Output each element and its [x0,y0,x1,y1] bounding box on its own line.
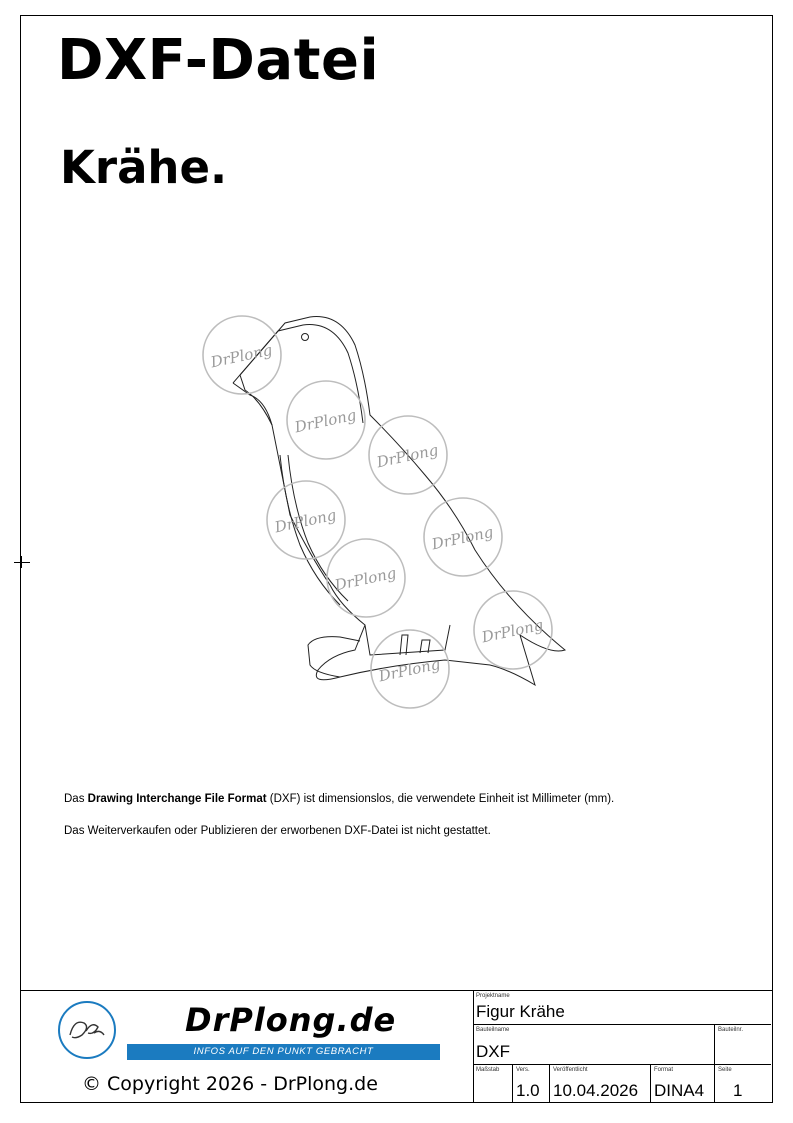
page-label: Seite [718,1067,732,1073]
footer [20,990,773,1103]
published-label: Veröffentlicht [553,1067,588,1073]
format-value: DINA4 [654,1081,705,1100]
part-name-label: Bauteilname [476,1027,510,1033]
page-value: 1 [733,1081,743,1100]
title-block-row-project [473,991,771,1025]
watermark-text: DrPlong [480,615,545,647]
title-block [473,991,773,1103]
note-format-bold: Drawing Interchange File Format [87,793,267,805]
project-label: Projektname [476,993,510,999]
watermark-text: DrPlong [293,405,358,437]
watermark-text: DrPlong [375,440,440,472]
document-title: DXF-Datei [57,28,380,93]
registration-mark [14,562,30,563]
watermark-text: DrPlong [333,563,398,595]
brand-name: DrPlong.de [185,1001,397,1039]
crow-figure-drawing [190,305,580,725]
part-name-value: DXF [476,1042,510,1061]
watermark-text: DrPlong [430,522,495,554]
version-label: Vers. [516,1067,530,1073]
version-value: 1.0 [516,1081,540,1100]
document-subtitle: Krähe. [60,141,228,194]
title-block-row-part [473,1025,771,1065]
watermark-text: DrPlong [377,654,442,686]
brand-tagline: INFOS AUF DEN PUNKT GEBRACHT [127,1044,440,1060]
note-format: Das Drawing Interchange File Format (DXF) ist dimensionslos, die verwendete Einheit ist Millimeter (mm). [64,793,615,805]
project-value: Figur Krähe [476,1002,565,1021]
published-value: 10.04.2026 [553,1081,639,1100]
watermark-text: DrPlong [273,505,338,537]
title-block-row-details [473,1065,771,1103]
note-license: Das Weiterverkaufen oder Publizieren der erworbenen DXF-Datei ist nicht gestattet. [64,825,491,837]
notes-section [64,793,614,857]
format-label: Format [654,1067,674,1073]
scale-label: Maßstab [476,1067,500,1073]
logo-area [20,991,474,1103]
copyright-notice: © Copyright 2026 - DrPlong.de [82,1073,378,1095]
drplong-logo-icon [58,1001,116,1059]
watermark-text: DrPlong [209,340,274,372]
part-number-label: Bauteilnr. [718,1027,744,1033]
registration-mark-vertical [21,556,22,568]
